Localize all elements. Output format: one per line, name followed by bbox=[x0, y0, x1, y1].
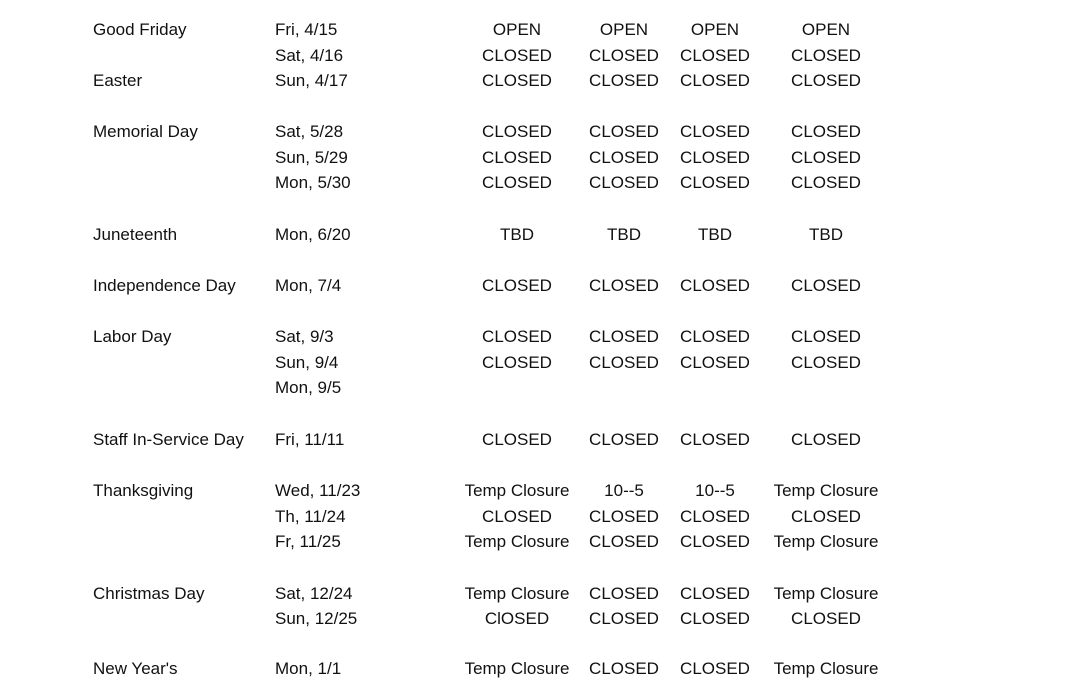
status-col-4: CLOSED bbox=[791, 148, 861, 167]
status-col-3: CLOSED bbox=[680, 148, 750, 167]
status-col-1: Temp Closure bbox=[464, 532, 570, 551]
holiday-date: Th, 11/24 bbox=[275, 507, 346, 526]
schedule-row bbox=[0, 428, 1080, 452]
holiday-name: Christmas Day bbox=[93, 584, 205, 603]
status-col-2: CLOSED bbox=[589, 584, 659, 603]
status-col-3: CLOSED bbox=[680, 532, 750, 551]
status-col-2: OPEN bbox=[599, 20, 649, 39]
status-col-4: Temp Closure bbox=[773, 532, 879, 551]
holiday-date: Fri, 11/11 bbox=[275, 430, 345, 449]
status-col-4: CLOSED bbox=[791, 609, 861, 628]
status-col-4: CLOSED bbox=[791, 353, 861, 372]
status-col-1: CLOSED bbox=[482, 46, 552, 65]
status-col-4: CLOSED bbox=[791, 276, 861, 295]
status-col-3: TBD bbox=[698, 225, 732, 244]
schedule-row bbox=[0, 376, 1080, 400]
status-col-1: CLOSED bbox=[482, 276, 552, 295]
status-col-2: CLOSED bbox=[589, 148, 659, 167]
status-col-1: ClOSED bbox=[484, 609, 550, 628]
schedule-row bbox=[0, 274, 1080, 298]
schedule-row bbox=[0, 120, 1080, 144]
status-col-4: CLOSED bbox=[791, 122, 861, 141]
status-col-3: CLOSED bbox=[680, 659, 750, 678]
holiday-date: Sun, 12/25 bbox=[275, 609, 358, 628]
status-col-1: CLOSED bbox=[482, 327, 552, 346]
status-col-2: CLOSED bbox=[589, 122, 659, 141]
holiday-date: Wed, 11/23 bbox=[275, 481, 361, 500]
status-col-3: CLOSED bbox=[680, 353, 750, 372]
holiday-date: Mon, 6/20 bbox=[275, 225, 351, 244]
schedule-row bbox=[0, 657, 1080, 681]
holiday-date: Fri, 4/15 bbox=[275, 20, 338, 39]
holiday-date: Sat, 5/28 bbox=[275, 122, 344, 141]
status-col-1: CLOSED bbox=[482, 71, 552, 90]
status-col-2: CLOSED bbox=[589, 659, 659, 678]
schedule-row bbox=[0, 146, 1080, 170]
status-col-1: CLOSED bbox=[482, 173, 552, 192]
holiday-date: Mon, 5/30 bbox=[275, 173, 351, 192]
status-col-3: CLOSED bbox=[680, 609, 750, 628]
status-col-3: OPEN bbox=[690, 20, 740, 39]
schedule-row bbox=[0, 607, 1080, 631]
holiday-name: Easter bbox=[93, 71, 143, 90]
holiday-date: Sat, 9/3 bbox=[275, 327, 334, 346]
status-col-2: CLOSED bbox=[589, 609, 659, 628]
status-col-1: CLOSED bbox=[482, 122, 552, 141]
holiday-date: Fr, 11/25 bbox=[275, 532, 341, 551]
holiday-date: Sun, 4/17 bbox=[275, 71, 348, 90]
status-col-2: CLOSED bbox=[589, 327, 659, 346]
schedule-row bbox=[0, 44, 1080, 68]
status-col-1: Temp Closure bbox=[464, 659, 570, 678]
holiday-name: New Year's bbox=[93, 659, 178, 678]
schedule-row bbox=[0, 69, 1080, 93]
schedule-row bbox=[0, 171, 1080, 195]
schedule-row bbox=[0, 505, 1080, 529]
status-col-1: TBD bbox=[500, 225, 534, 244]
status-col-4: CLOSED bbox=[791, 71, 861, 90]
status-col-1: CLOSED bbox=[482, 507, 552, 526]
holiday-name: Labor Day bbox=[93, 327, 172, 346]
status-col-1: CLOSED bbox=[482, 148, 552, 167]
status-col-3: CLOSED bbox=[680, 430, 750, 449]
schedule-row bbox=[0, 325, 1080, 349]
status-col-2: CLOSED bbox=[589, 507, 659, 526]
holiday-name: Memorial Day bbox=[93, 122, 198, 141]
status-col-2: CLOSED bbox=[589, 353, 659, 372]
schedule-row bbox=[0, 479, 1080, 503]
holiday-name: Staff In-Service Day bbox=[93, 430, 244, 449]
schedule-row bbox=[0, 18, 1080, 42]
holiday-name: Independence Day bbox=[93, 276, 236, 295]
holiday-date: Sun, 9/4 bbox=[275, 353, 339, 372]
holiday-date: Mon, 7/4 bbox=[275, 276, 342, 295]
status-col-4: Temp Closure bbox=[773, 481, 879, 500]
holiday-date: Sat, 12/24 bbox=[275, 584, 353, 603]
holiday-name: Thanksgiving bbox=[93, 481, 194, 500]
status-col-4: CLOSED bbox=[791, 46, 861, 65]
status-col-4: CLOSED bbox=[791, 430, 861, 449]
status-col-4: Temp Closure bbox=[773, 584, 879, 603]
status-col-3: CLOSED bbox=[680, 122, 750, 141]
status-col-2: CLOSED bbox=[589, 173, 659, 192]
status-col-4: CLOSED bbox=[791, 327, 861, 346]
status-col-1: OPEN bbox=[492, 20, 542, 39]
schedule-row bbox=[0, 351, 1080, 375]
status-col-4: Temp Closure bbox=[773, 659, 879, 678]
status-col-3: 10--5 bbox=[695, 481, 735, 500]
status-col-4: CLOSED bbox=[791, 507, 861, 526]
schedule-row bbox=[0, 582, 1080, 606]
holiday-date: Mon, 1/1 bbox=[275, 659, 342, 678]
status-col-4: CLOSED bbox=[791, 173, 861, 192]
holiday-name: Juneteenth bbox=[93, 225, 178, 244]
status-col-1: Temp Closure bbox=[464, 584, 570, 603]
holiday-date: Mon, 9/5 bbox=[275, 378, 342, 397]
status-col-4: TBD bbox=[809, 225, 843, 244]
status-col-3: CLOSED bbox=[680, 276, 750, 295]
holiday-date: Sat, 4/16 bbox=[275, 46, 344, 65]
status-col-2: CLOSED bbox=[589, 532, 659, 551]
status-col-2: CLOSED bbox=[589, 430, 659, 449]
status-col-2: CLOSED bbox=[589, 276, 659, 295]
status-col-3: CLOSED bbox=[680, 584, 750, 603]
status-col-2: CLOSED bbox=[589, 46, 659, 65]
status-col-3: CLOSED bbox=[680, 507, 750, 526]
holiday-name: Good Friday bbox=[93, 20, 187, 39]
status-col-3: CLOSED bbox=[680, 71, 750, 90]
status-col-2: 10--5 bbox=[604, 481, 644, 500]
status-col-2: CLOSED bbox=[589, 71, 659, 90]
status-col-3: CLOSED bbox=[680, 327, 750, 346]
status-col-3: CLOSED bbox=[680, 173, 750, 192]
status-col-2: TBD bbox=[607, 225, 641, 244]
schedule-row bbox=[0, 530, 1080, 554]
status-col-1: CLOSED bbox=[482, 430, 552, 449]
status-col-3: CLOSED bbox=[680, 46, 750, 65]
schedule-row bbox=[0, 223, 1080, 247]
status-col-1: Temp Closure bbox=[464, 481, 570, 500]
holiday-date: Sun, 5/29 bbox=[275, 148, 348, 167]
status-col-1: CLOSED bbox=[482, 353, 552, 372]
status-col-4: OPEN bbox=[801, 20, 851, 39]
